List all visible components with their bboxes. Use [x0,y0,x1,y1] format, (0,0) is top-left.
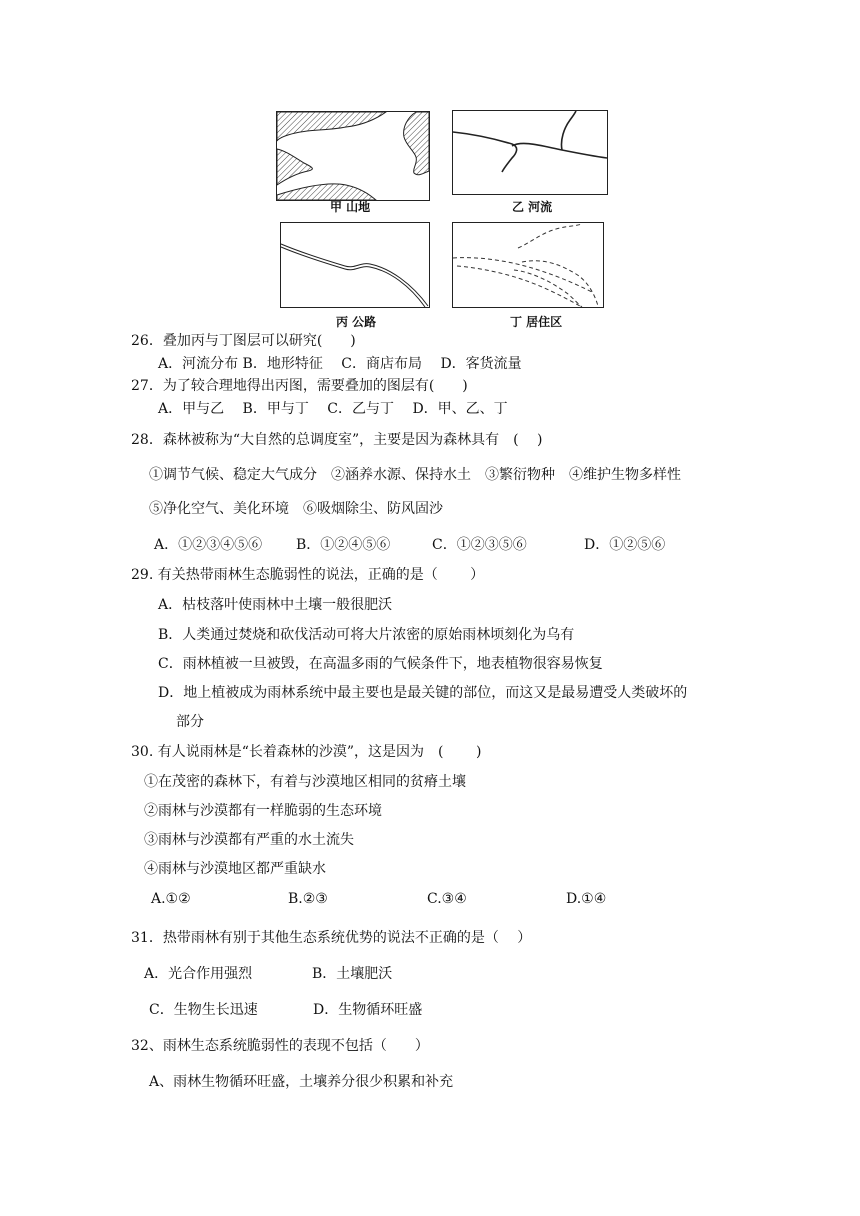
q28-line1: ①调节气候、稳定大气成分 ②涵养水源、保持水土 ③繁衍物种 ④维护生物多样性 [149,467,681,483]
q30-option-a: A.①② [151,891,191,907]
caption-ding: 丁 居住区 [510,315,563,329]
q32-option-a: A、雨林生物循环旺盛，土壤养分很少积累和补充 [149,1074,454,1090]
q30-statement-2: ②雨林与沙漠都有一样脆弱的生态环境 [144,803,382,819]
q29-option-d-line2: 部分 [176,714,204,730]
caption-bing: 丙 公路 [336,315,377,329]
q29-stem: 29. 有关热带雨林生态脆弱性的说法，正确的是（ ） [131,567,485,583]
q27-options: A．甲与乙 B．甲与丁 C．乙与丁 D．甲、乙、丁 [158,401,508,417]
q26-options: A．河流分布 B．地形特征 C．商店布局 D．客货流量 [158,356,522,372]
map-jia-mountains [276,111,430,201]
q28-option-b: B．①②④⑤⑥ [296,537,391,553]
q28-line2: ⑤净化空气、美化环境 ⑥吸烟除尘、防风固沙 [149,501,443,517]
q29-option-c: C．雨林植被一旦被毁，在高温多雨的气候条件下，地表植物很容易恢复 [158,656,603,672]
q31-option-a: A．光合作用强烈 [144,966,253,982]
caption-yi: 乙 河流 [512,200,553,214]
q28-stem: 28．森林被称为“大自然的总调度室”，主要是因为森林具有 ( ) [131,432,543,448]
map-bing-highway [280,222,430,308]
q29-option-b: B．人类通过焚烧和砍伐活动可将大片浓密的原始雨林顷刻化为乌有 [158,627,575,643]
q30-stem: 30. 有人说雨林是“长着森林的沙漠”，这是因为 ( ) [131,744,482,760]
q30-statement-4: ④雨林与沙漠地区都严重缺水 [144,861,326,877]
q29-option-a: A．枯枝落叶使雨林中土壤一般很肥沃 [158,597,393,613]
q29-option-d-line1: D．地上植被成为雨林系统中最主要也是最关键的部位，而这又是最易遭受人类破坏的 [158,685,688,701]
q30-option-b: B.②③ [288,891,328,907]
q30-option-c: C.③④ [427,891,467,907]
q28-option-a: A．①②③④⑤⑥ [154,537,263,553]
q31-option-b: B．土壤肥沃 [312,966,393,982]
q27-stem: 27．为了较合理地得出丙图，需要叠加的图层有( ) [131,378,468,394]
q31-stem: 31．热带雨林有别于其他生态系统优势的说法不正确的是（ ） [131,930,532,946]
q28-option-d: D．①②⑤⑥ [584,537,666,553]
q32-stem: 32、雨林生态系统脆弱性的表现不包括（ ） [131,1038,429,1054]
caption-jia: 甲 山地 [330,200,371,214]
q30-statement-3: ③雨林与沙漠都有严重的水土流失 [144,832,354,848]
q26-stem: 26．叠加丙与丁图层可以研究( ) [131,333,356,349]
q30-option-d: D.①④ [566,891,607,907]
map-ding-residential [452,222,604,308]
q30-statement-1: ①在茂密的森林下，有着与沙漠地区相同的贫瘠土壤 [144,774,466,790]
q28-option-c: C．①②③⑤⑥ [432,537,527,553]
map-yi-rivers [452,110,608,195]
q31-option-d: D．生物循环旺盛 [313,1002,423,1018]
q31-option-c: C．生物生长迅速 [149,1002,258,1018]
